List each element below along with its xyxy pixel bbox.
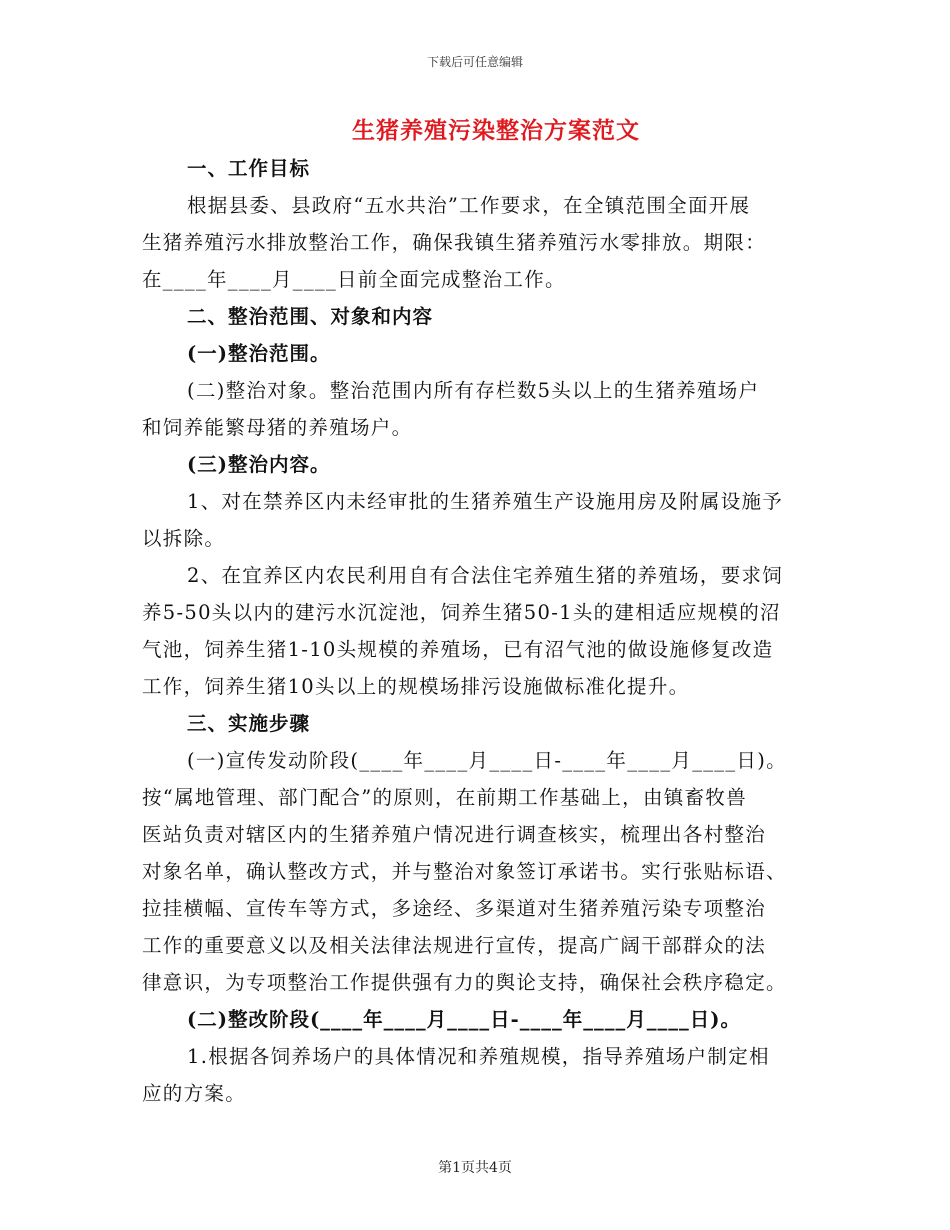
document-title: 生猪养殖污染整治方案范文: [352, 117, 640, 144]
section-heading: 三、实施步骤: [187, 712, 311, 735]
paragraph-line: 律意识，为专项整治工作提供强有力的舆论支持，确保社会秩序稳定。: [142, 971, 787, 994]
paragraph-line: 医站负责对辖区内的生猪养殖户情况进行调查核实，梳理出各村整治: [142, 823, 767, 846]
paragraph-line: 工作的重要意义以及相关法律法规进行宣传，提高广阔干部群众的法: [142, 934, 767, 957]
header-note: 下载后可任意编辑: [426, 55, 523, 69]
paragraph-line: 养5-50头以内的建污水沉淀池，饲养生猪50-1头的建相适应规模的沼: [142, 601, 781, 624]
paragraph-line: 在____年____月____日前全面完成整治工作。: [142, 268, 566, 291]
paragraph-line: 1.根据各饲养场户的具体情况和养殖规模，指导养殖场户制定相: [187, 1045, 770, 1068]
paragraph-line: 气池，饲养生猪1-10头规模的养殖场，已有沼气池的做设施修复改造: [142, 638, 774, 661]
paragraph-line: 工作，饲养生猪10头以上的规模场排污设施做标准化提升。: [142, 675, 690, 698]
paragraph-line: (一)宣传发动阶段(____年____月____日-____年____月____日)。: [187, 749, 787, 772]
paragraph-line: 1、对在禁养区内未经审批的生猪养殖生产设施用房及附属设施予: [187, 490, 784, 513]
paragraph-line: 以拆除。: [142, 527, 226, 550]
section-heading: (一)整治范围。: [187, 342, 331, 365]
paragraph-line: 对象名单，确认整改方式，并与整治对象签订承诺书。实行张贴标语、: [142, 860, 787, 883]
section-heading: 一、工作目标: [187, 157, 311, 180]
paragraph-line: 按“属地管理、部门配合”的原则，在前期工作基础上，由镇畜牧兽: [142, 786, 747, 809]
paragraph-line: 和饲养能繁母猪的养殖场户。: [142, 416, 413, 439]
paragraph-line: 2、在宜养区内农民利用自有合法住宅养殖生猪的养殖场，要求饲: [187, 564, 784, 587]
section-heading: 二、整治范围、对象和内容: [187, 305, 434, 328]
section-heading: (二)整改阶段(____年____月____日-____年____月____日)。: [187, 1008, 741, 1031]
paragraph-line: 生猪养殖污水排放整治工作，确保我镇生猪养殖污水零排放。期限：: [142, 231, 767, 254]
section-heading: (三)整治内容。: [187, 453, 331, 476]
document-body: [142, 150, 812, 1112]
paragraph-line: 拉挂横幅、宣传车等方式，多途经、多渠道对生猪养殖污染专项整治: [142, 897, 767, 920]
paragraph-line: 根据县委、县政府“五水共治”工作要求，在全镇范围全面开展: [187, 194, 751, 217]
page-footer: 第1页共4页: [438, 1160, 512, 1176]
paragraph-line: 应的方案。: [142, 1082, 247, 1105]
paragraph-line: (二)整治对象。整治范围内所有存栏数5头以上的生猪养殖场户: [187, 379, 760, 402]
